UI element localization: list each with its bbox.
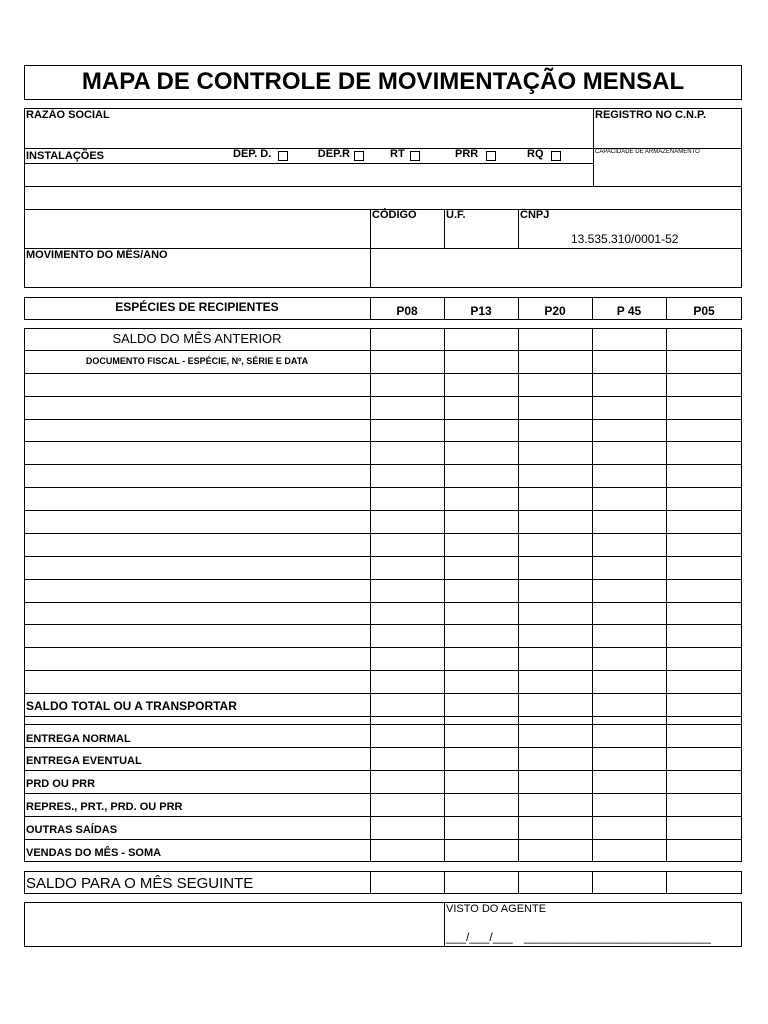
saida-vendas-soma: VENDAS DO MÊS - SOMA [26,847,162,859]
saida-repres: REPRES., PRT., PRD. OU PRR [26,801,183,813]
header-box [24,108,742,288]
checkbox-label-dep-r: DEP.R [317,148,350,160]
checkbox-label-prr: PRR [455,148,479,160]
saida-outras: OUTRAS SAÍDAS [26,824,118,836]
cnpj-value: 13.535.310/0001-52 [571,232,679,246]
checkbox-dep-r[interactable] [354,151,364,161]
column-header-p45: P 45 [616,304,642,318]
checkbox-label-dep-d: DEP. D. [233,148,272,160]
uf-label: U.F. [446,209,466,221]
saida-entrega-normal: ENTREGA NORMAL [26,733,131,745]
saldo-total-label: SALDO TOTAL OU A TRANSPORTAR [26,699,237,713]
column-header-p13: P13 [470,304,492,318]
checkbox-dep-d[interactable] [278,151,288,161]
especies-label: ESPÉCIES DE RECIPIENTES [115,300,279,314]
visto-date-line: ___/___/___ [446,930,513,944]
column-header-p05: P05 [693,304,715,318]
registro-label: REGISTRO NO C.N.P. [595,109,707,121]
visto-signature-line: ____________________________ [524,930,711,944]
checkbox-label-rq: RQ [527,148,544,160]
saida-entrega-eventual: ENTREGA EVENTUAL [26,755,142,767]
documento-fiscal-label: DOCUMENTO FISCAL - ESPÉCIE, Nº, SÉRIE E DATA [85,356,309,366]
razao-social-label: RAZÃO SOCIAL [26,109,110,121]
saldo-seguinte-label: SALDO PARA O MÊS SEGUINTE [26,875,254,892]
instalacoes-label: INSTALAÇÕES [26,150,105,162]
visto-label: VISTO DO AGENTE [446,903,547,915]
column-header-p20: P20 [544,304,566,318]
checkbox-rq[interactable] [551,151,561,161]
page-title: MAPA DE CONTROLE DE MOVIMENTAÇÃO MENSAL [81,68,685,95]
checkbox-prr[interactable] [486,151,496,161]
movement-grid [24,328,742,862]
movimento-label: MOVIMENTO DO MÊS/ANO [26,249,168,261]
saida-prd-prr: PRD OU PRR [26,778,96,790]
column-header-p08: P08 [396,304,418,318]
checkbox-label-rt: RT [390,148,405,160]
checkbox-rt[interactable] [410,151,420,161]
codigo-label: CÓDIGO [372,209,417,221]
capacidade-label: CAPACIDADE DE ARMAZENAMENTO [595,149,700,155]
cnpj-label: CNPJ [520,209,550,221]
saldo-anterior-label: SALDO DO MÊS ANTERIOR [112,331,282,346]
